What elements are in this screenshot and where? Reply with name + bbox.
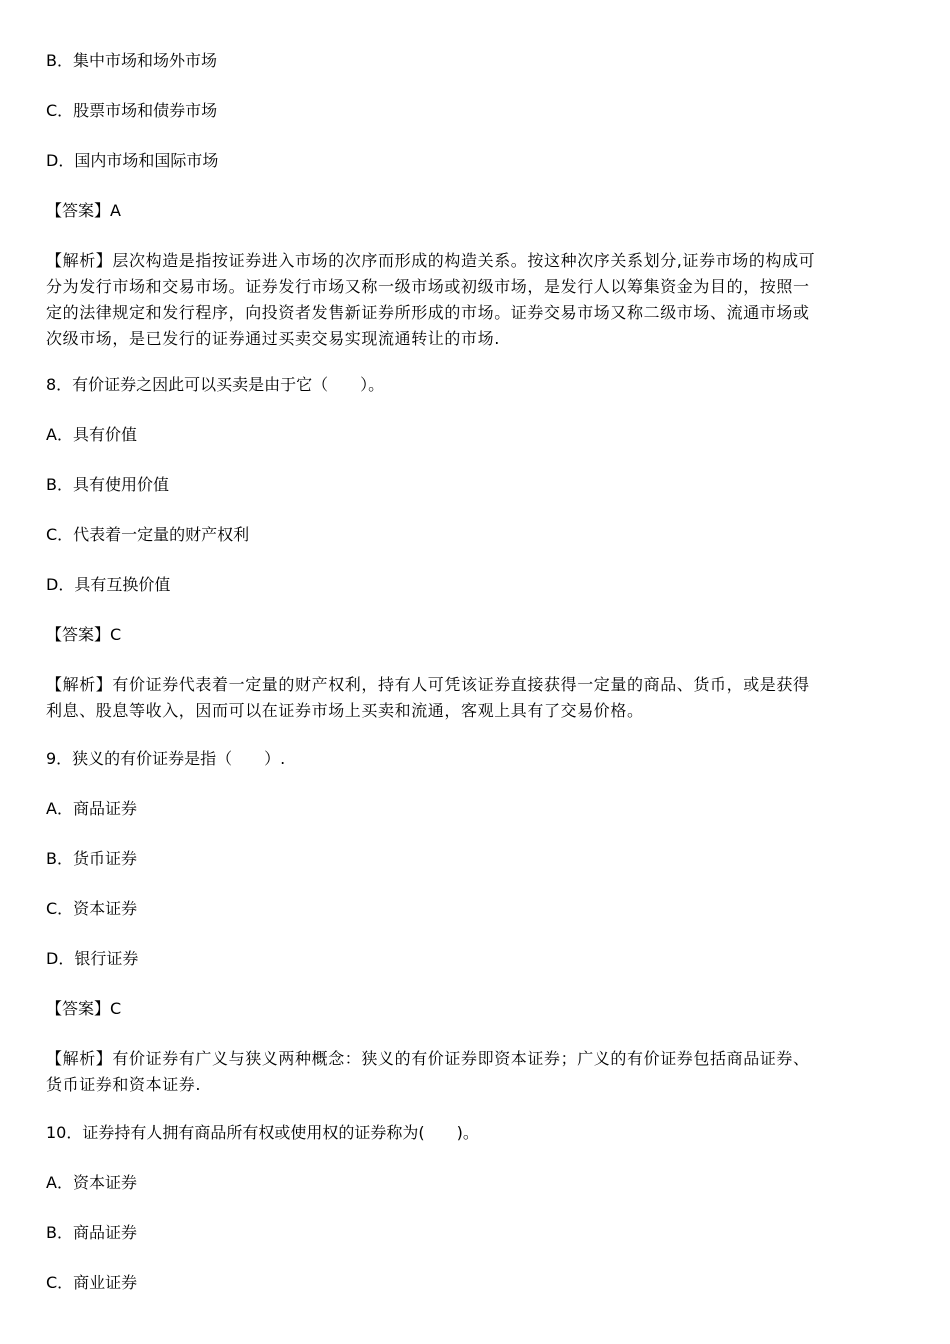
q10-option-a: A．资本证券 — [46, 1173, 137, 1192]
q10-question: 10．证券持有人拥有商品所有权或使用权的证券称为( )。 — [46, 1123, 479, 1142]
q7-option-b: B．集中市场和场外市场 — [46, 51, 217, 70]
q7-option-d: D．国内市场和国际市场 — [46, 151, 219, 170]
q8-analysis-line: 【解析】有价证券代表着一定量的财产权利，持有人可凭该证券直接获得一定量的商品、货币，或是获得 — [46, 675, 810, 694]
q9-option-a: A．商品证券 — [46, 799, 137, 818]
q8-question: 8．有价证券之因此可以买卖是由于它（ ）。 — [46, 375, 385, 394]
q7-option-c: C．股票市场和债券市场 — [46, 101, 218, 120]
q8-analysis — [46, 672, 906, 724]
q8-option-c: C．代表着一定量的财产权利 — [46, 525, 250, 544]
q10-option-b: B．商品证券 — [46, 1223, 137, 1242]
q8-option-a: A．具有价值 — [46, 425, 137, 444]
q7-answer: 【答案】A — [46, 201, 121, 220]
q9-analysis-line: 【解析】有价证券有广义与狭义两种概念：狭义的有价证券即资本证券；广义的有价证券包括商品证券、 — [46, 1049, 810, 1068]
q8-answer: 【答案】C — [46, 625, 122, 644]
q8-analysis-line: 利息、股息等收入，因而可以在证券市场上买卖和流通，客观上具有了交易价格。 — [46, 701, 644, 720]
q7-analysis — [46, 248, 906, 352]
q7-analysis-line: 【解析】层次构造是指按证券进入市场的次序而形成的构造关系。按这种次序关系划分,证券市场的构成可 — [46, 251, 816, 270]
q7-analysis-line: 定的法律规定和发行程序，向投资者发售新证券所形成的市场。证券交易市场又称二级市场、流通市场或 — [46, 303, 810, 322]
q9-analysis-line: 货币证券和资本证券. — [46, 1075, 202, 1094]
q9-option-b: B．货币证券 — [46, 849, 137, 868]
q8-option-b: B．具有使用价值 — [46, 475, 169, 494]
q9-question: 9．狭义的有价证券是指（ ）. — [46, 749, 286, 768]
q9-analysis — [46, 1046, 906, 1098]
q9-option-d: D．银行证券 — [46, 949, 139, 968]
q7-analysis-line: 分为发行市场和交易市场。证券发行市场又称一级市场或初级市场，是发行人以筹集资金为目的，按照一 — [46, 277, 810, 296]
q7-analysis-line: 次级市场，是已发行的证券通过买卖交易实现流通转让的市场. — [46, 329, 500, 348]
q8-option-d: D．具有互换价值 — [46, 575, 171, 594]
q9-option-c: C．资本证券 — [46, 899, 138, 918]
q10-option-c: C．商业证券 — [46, 1273, 138, 1292]
q9-answer: 【答案】C — [46, 999, 122, 1018]
